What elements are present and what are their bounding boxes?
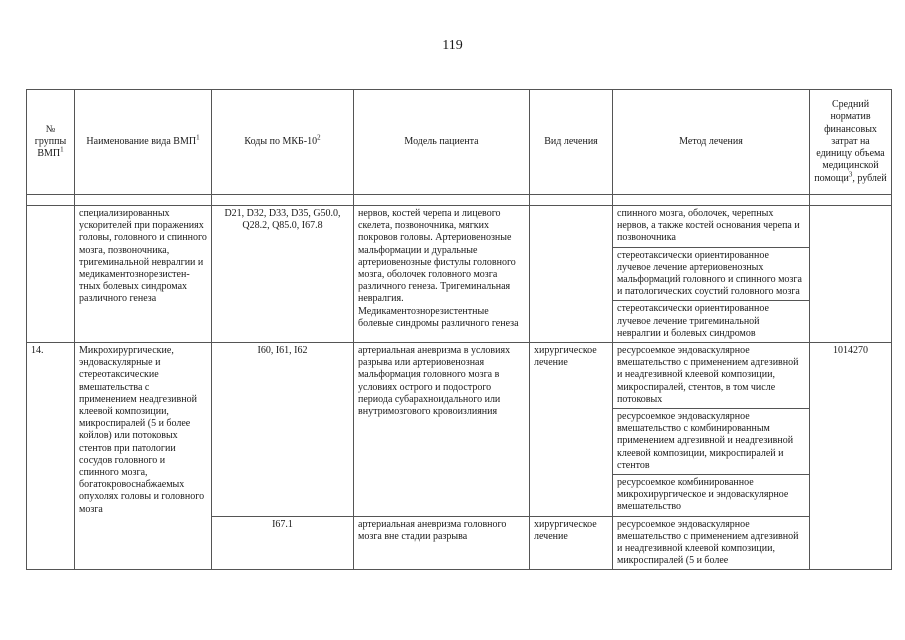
header-codes: Коды по МКБ-$10^2$ [212, 90, 354, 195]
method-list [613, 206, 810, 343]
cost-value [810, 206, 892, 343]
row-number [27, 206, 75, 343]
vmp-name: специализированных ускорителей при поражениях головы, головного и спинного мозга, позвоночника, тригеминальной невралгии и медикаментознорезистен-тных болевых синдромах различного генеза [75, 206, 212, 343]
header-group-no: № группы ВМП$^1$ [27, 90, 75, 195]
header-row [27, 90, 892, 195]
treatment-type [530, 206, 613, 343]
method-item: стереотаксически ориентированное лучевое лечение тригеминальной невралгии и болевых синдромов [617, 303, 769, 339]
method-item: ресурсоемкое комбинированное микрохирургическое и эндоваскулярное вмешательство [617, 477, 789, 513]
patient-model: артериальная аневризма в условиях разрыва или артериовенозная мальформация головного мозга в условиях острого и подострого периода субарахноидального или внутримозгового кровоизлияния [354, 343, 530, 517]
icd-codes: I60, I61, I62 [212, 343, 354, 517]
row-number: 14. [27, 343, 75, 570]
method-item: ресурсоемкое эндоваскулярное вмешательство с применением адгезивной и неадгезивной клеевой композиции, микроспиралей (5 и более [617, 518, 799, 567]
vmp-name: Микрохирургические, эндоваскулярные и стереотаксические вмешательства с применением неадгезивной клеевой композиции, микроспиралей (5 и более койлов) или потоковых стентов при патологии сосудов головного и спинного мозга, богатокровоснабжаемых опухолях головы и головного мозга [75, 343, 212, 570]
method-item: стереотаксически ориентированное лучевое лечение артериовенозных мальформаций головного и спинного мозга и патологических соустий головного мозга [613, 248, 809, 302]
header-model: Модель пациента [354, 90, 530, 195]
header-treatment: Вид лечения [530, 90, 613, 195]
vmp-table [26, 89, 892, 570]
method-item: ресурсоемкое эндоваскулярное вмешательство с комбинированным применением адгезивной и неадгезивной клеевой композиции, микроспиралей и стентов [613, 409, 809, 475]
treatment-type: хирургическое лечение [530, 516, 613, 570]
patient-model: нервов, костей черепа и лицевого скелета, позвоночника, мягких покровов головы. Артериовенозные мальформации и дуральные артериовенозные фистулы головного мозга, оболочек головного мозга различного генеза. Тригеминальная невралгия. Медикаментознорезистентные болевые синдромы различного генеза [354, 206, 530, 343]
spacer-row [27, 195, 892, 206]
icd-codes: I67.1 [212, 516, 354, 570]
method-item: спинного мозга, оболочек, черепных нервов, а также костей основания черепа и позвоночника [613, 206, 809, 248]
method-item: ресурсоемкое эндоваскулярное вмешательство с применением адгезивной и неадгезивной клеевой композиции, микроспиралей, стентов, в том числе потоковых [613, 343, 809, 409]
header-method: Метод лечения [613, 90, 810, 195]
header-name: Наименование вида ВМП$^1$ [75, 90, 212, 195]
cost-value: 1014270 [810, 343, 892, 570]
header-cost: Средний норматив финансовых затрат на единицу объема медицинской помощи$^3$, рублей [810, 90, 892, 195]
treatment-type: хирургическое лечение [530, 343, 613, 517]
patient-model: артериальная аневризма головного мозга вне стадии разрыва [354, 516, 530, 570]
method-list [613, 343, 810, 517]
table-row [27, 343, 892, 517]
icd-codes: D21, D32, D33, D35, G50.0, Q28.2, Q85.0, I67.8 [212, 206, 354, 343]
page-number: 119 [442, 38, 463, 53]
table-row [27, 206, 892, 343]
method-list [613, 516, 810, 570]
